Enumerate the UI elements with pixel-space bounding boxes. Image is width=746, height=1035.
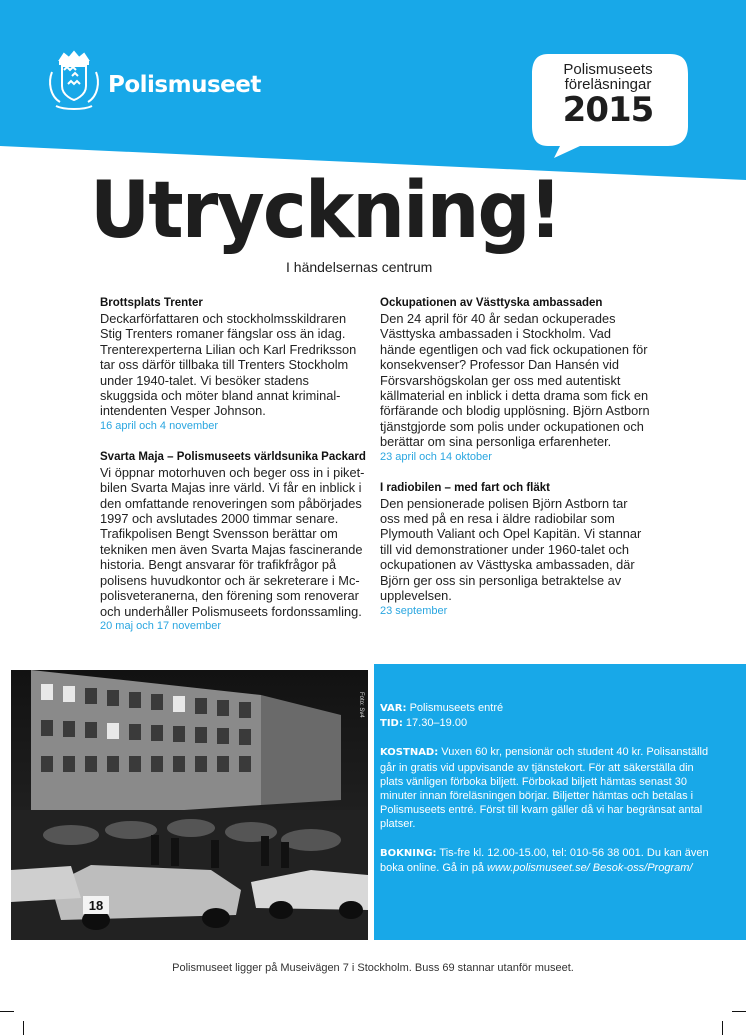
brand-name: Polismuseet	[108, 72, 261, 98]
crop-mark	[0, 1011, 14, 1012]
lecture-title: I radiobilen – med fart och fläkt	[380, 481, 550, 494]
brand-logo	[46, 50, 261, 114]
lecture-title: Svarta Maja – Polismuseets världsunika Packard	[100, 450, 366, 463]
info-var-label: VAR:	[380, 703, 407, 714]
footer-address: Polismuseet ligger på Museivägen 7 i Stockholm. Buss 69 stannar utanför museet.	[172, 962, 574, 974]
crop-mark	[732, 1011, 746, 1012]
crown-shield-icon	[46, 50, 102, 114]
info-where-time	[380, 701, 710, 731]
page-subtitle: I händelsernas centrum	[286, 259, 433, 275]
lecture-item	[100, 296, 370, 434]
lecture-text: Vi öppnar motorhuven och beger oss in i piket-bilen Svarta Majas inre värld. Vi får en inblick i den omfattande renoveringen som påbörjades 1997 och avslutades 2000 timmar senare. Trafikpolisen Bengt Svensson berättar om tekniken men även Svarta Majas fascinerande historia. Bengt ansvarar för trafikfrågor på polisens huvudkontor och är sekreterare i Mc-polisveteranerna, den förening som renoverar och underhåller Polismuseets fordonssamling.	[100, 464, 365, 619]
info-bokning-label: BOKNING:	[380, 847, 437, 859]
lecture-item	[100, 450, 370, 634]
lecture-column-left	[100, 296, 370, 650]
page-title: Utryckning!	[90, 166, 561, 256]
info-var-text: Polismuseets entré	[409, 702, 504, 714]
bubble-line-1: Polismuseets	[563, 61, 653, 78]
lecture-title: Ockupationen av Västtyska ambassaden	[380, 297, 603, 309]
bubble-text	[534, 61, 682, 130]
bubble-line-2: föreläsningar	[564, 76, 652, 93]
info-bokning-text: Tis-fre kl. 12.00-15.00, tel: 010-56 38 001. Du kan även boka online. Gå in på	[380, 846, 709, 874]
lecture-item	[380, 481, 650, 619]
info-tid-text: 17.30–19.00	[405, 717, 468, 730]
info-kostnad-label: KOSTNAD:	[380, 747, 439, 759]
lecture-column-right	[380, 296, 650, 635]
info-booking	[380, 846, 710, 875]
photo-credit: Foto: Sv4	[358, 692, 364, 718]
crop-mark	[722, 1021, 723, 1035]
booking-link[interactable]: www.polismuseet.se/ Besok-oss/Program/	[487, 861, 693, 874]
lecture-text: Den 24 april för 40 år sedan ockuperades Västtyska ambassaden i Stockholm. Vad hände egentligen och vad fick ockupationen för konsekvenser? Professor Dan Hansén vid Försvarshögskolan ger oss med autentiskt källmaterial en inblick i detta drama som fick en förfärande och blodig upplösning. Björn Astborn tjänstgjorde som polis under ockupationen och berättar om sina personliga erfarenheter.	[380, 311, 650, 450]
lecture-date: 23 april och 14 oktober	[380, 450, 492, 463]
lecture-text: Deckarförfattaren och stockholmsskildraren Stig Trenters romaner fängslar oss än idag. Trenterexperterna Lilian och Karl Fredriksson tar oss därför tillbaka till Trenters Stockholm under 1940-talet. Vi besöker stadens skuggsida och möter bland annat kriminal-intendenten Vesper Johnson.	[100, 311, 357, 419]
bubble-year: 2015	[562, 90, 654, 130]
info-tid-label: TID:	[380, 718, 403, 730]
car-number: 18	[88, 898, 104, 913]
lecture-date: 20 maj och 17 november	[100, 619, 222, 632]
lecture-date: 23 september	[380, 604, 448, 617]
info-box	[374, 664, 746, 940]
lecture-title: Brottsplats Trenter	[100, 297, 203, 309]
lecture-date: 16 april och 4 november	[100, 419, 219, 432]
lecture-item	[380, 296, 650, 465]
info-cost	[380, 745, 710, 831]
lecture-text: Den pensionerade polisen Björn Astborn tar oss med på en resa i äldre radiobilar som Plymouth Valiant och Opel Kapitän. Vi stannar till vid demonstrationer under 1960-talet och ockupationen av Västtyska ambassaden, där Björn ger oss sin personliga betraktelse av upplevelsen.	[380, 495, 642, 604]
info-kostnad-text: Vuxen 60 kr, pensionär och student 40 kr. Polisanställd går in gratis vid uppvisande av tjänstekort. För att säkerställa din plats vänligen förboka biljett. Förbokad biljett hämtas senast 30 minuter innan föreläsningen börjar. Biljetter hämtas och betalas i Polismuseets entré. Först till kvarn gäller då vi har begränsat antal platser.	[380, 746, 709, 831]
event-photo	[11, 670, 368, 940]
night-street-scene	[11, 670, 368, 940]
crop-mark	[23, 1021, 24, 1035]
